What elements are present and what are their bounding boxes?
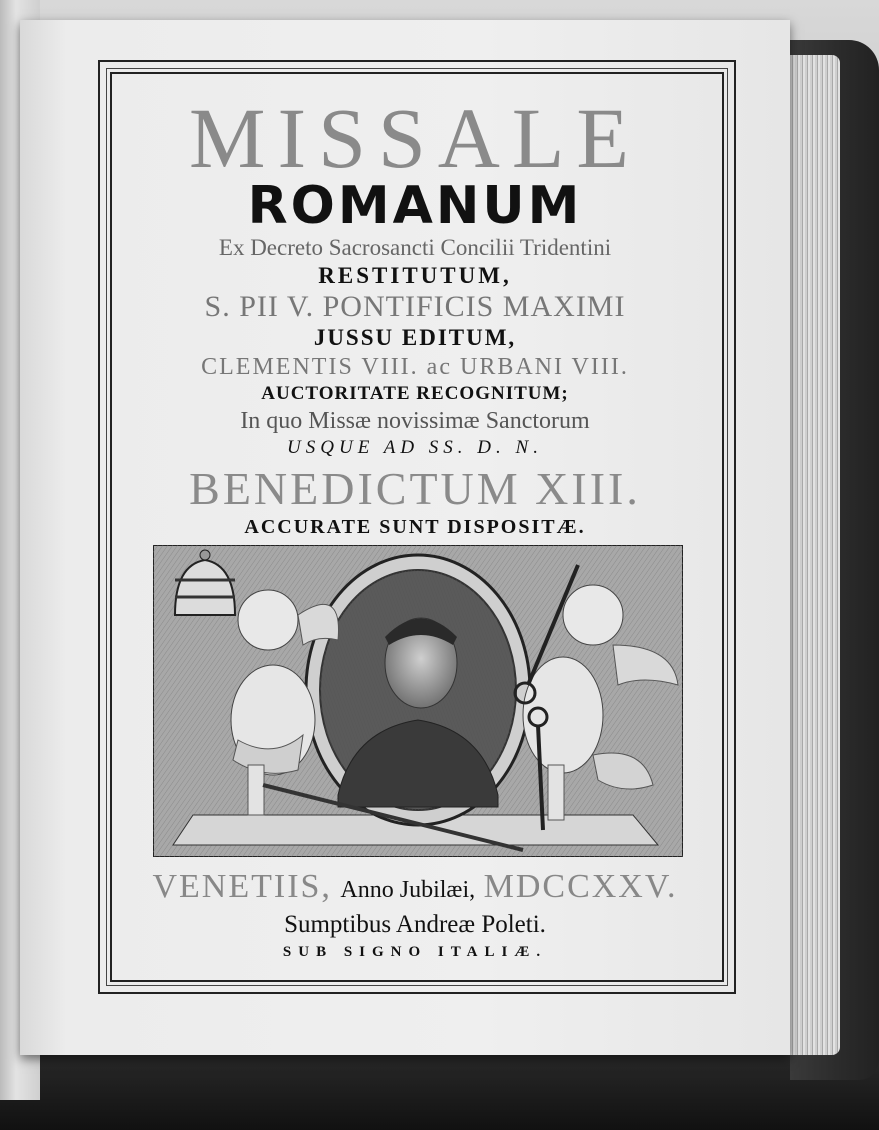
imprint-year: MDCCXXV. xyxy=(483,868,678,905)
in-quo-line: In quo Missæ novissimæ Sanctorum xyxy=(240,408,590,434)
imprint-jubilee: Anno Jubilæi, xyxy=(340,877,476,903)
benedictum-line: BENEDICTUM XIII. xyxy=(189,463,641,514)
pius-line: S. PII V. PONTIFICIS MAXIMI xyxy=(204,290,626,323)
imprint-sign: SUB SIGNO ITALIÆ. xyxy=(282,944,548,960)
title-romanum: ROMANUM xyxy=(247,176,583,236)
accurate-line: ACCURATE SUNT DISPOSITÆ. xyxy=(244,516,586,538)
title-page xyxy=(20,20,790,1055)
imprint-place: VENETIIS, xyxy=(152,868,332,905)
usque-line: USQUE AD SS. D. N. xyxy=(287,437,543,458)
clementis-line: CLEMENTIS VIII. ac URBANI VIII. xyxy=(201,354,629,380)
imprint-line-1 xyxy=(120,868,710,909)
jussu-line: JUSSU EDITUM, xyxy=(313,325,517,350)
imprint-publisher: Sumptibus Andreæ Poleti. xyxy=(284,911,546,938)
imprint-block xyxy=(120,868,710,963)
engraving-illustration xyxy=(153,545,683,857)
restitutum-line: RESTITUTUM, xyxy=(318,263,512,288)
decree-line: Ex Decreto Sacrosancti Concilii Tridentini xyxy=(218,235,612,260)
title-missale: MISSALE xyxy=(189,90,641,186)
title-block xyxy=(120,80,710,540)
auctoritate-line: AUCTORITATE RECOGNITUM; xyxy=(261,383,569,404)
